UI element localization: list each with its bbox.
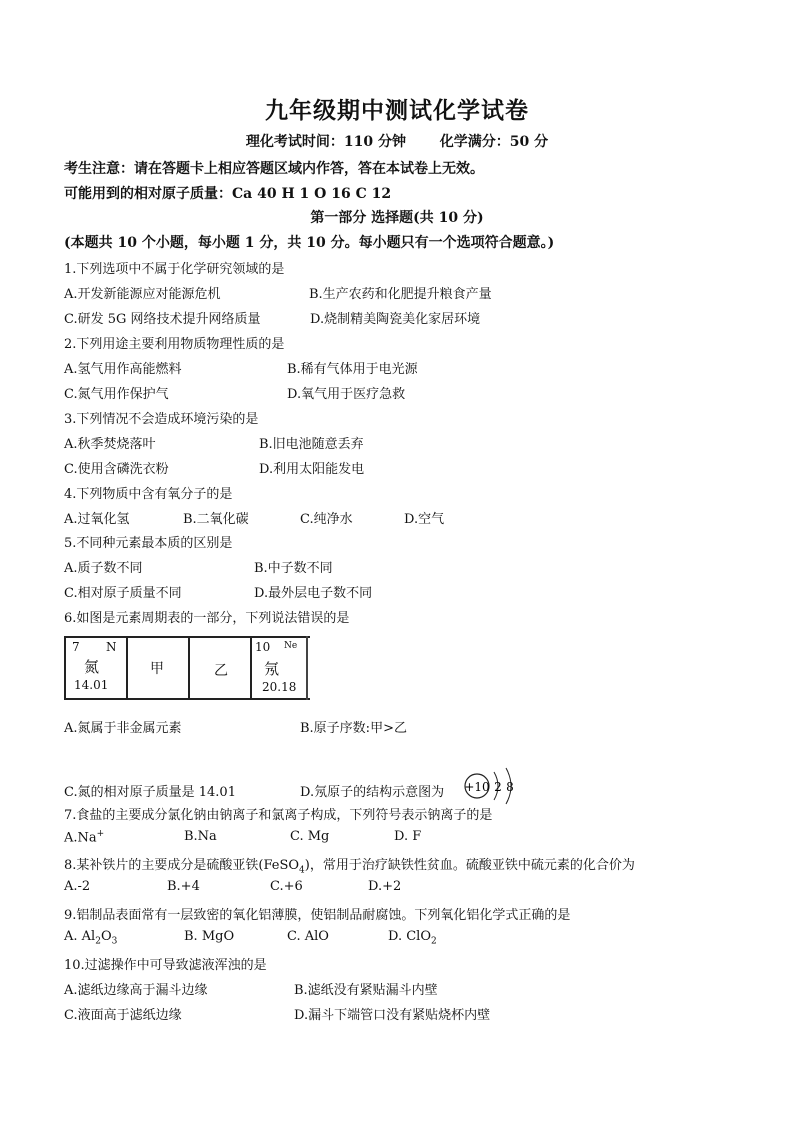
q7-option-d: D. F bbox=[394, 829, 422, 844]
n-name: 氮 bbox=[84, 658, 100, 676]
q2-option-a: A.氢气用作高能燃料 bbox=[64, 362, 182, 377]
section-instruction: (本题共 10 个小题，每小题 1 分，共 10 分。每小题只有一个选项符合题意。) bbox=[64, 235, 555, 251]
q10-option-c: C.液面高于滤纸边缘 bbox=[64, 1008, 182, 1023]
q6-option-b: B.原子序数:甲>乙 bbox=[300, 721, 407, 736]
score-info: 化学满分：50 分 bbox=[439, 134, 549, 150]
q10-stem: 10.过滤操作中可导致滤液浑浊的是 bbox=[64, 958, 267, 973]
q6-stem: 6.如图是元素周期表的一部分，下列说法错误的是 bbox=[64, 611, 350, 626]
q9-option-d: D. ClO$_2$ bbox=[388, 929, 437, 947]
ne-name: 氖 bbox=[264, 660, 280, 678]
q6-option-c: C.氮的相对原子质量是 14.01 bbox=[64, 785, 236, 800]
neon-cell bbox=[252, 638, 310, 698]
q9-option-a: A. $Al_2O_3$ bbox=[64, 929, 118, 947]
q7-option-b: B.Na bbox=[184, 829, 217, 844]
q8-option-b: B.+4 bbox=[167, 879, 200, 894]
q3-option-d: D.利用太阳能发电 bbox=[259, 462, 365, 477]
exam-subtitle bbox=[0, 131, 794, 151]
q5-stem: 5.不同种元素最本质的区别是 bbox=[64, 536, 233, 551]
q7-option-c: C. Mg bbox=[290, 829, 330, 844]
exam-title: 九年级期中测试化学试卷 bbox=[265, 97, 529, 124]
q8-stem: 8.某补铁片的主要成分是硫酸亚铁(FeSO$_4$)，常用于治疗缺铁性贫血。硫酸亚铁中硫元素的化合价为 bbox=[64, 858, 635, 876]
q1-option-c: C.研发 5G 网络技术提升网络质量 bbox=[64, 312, 261, 327]
q6-option-d: D.氖原子的结构示意图为 bbox=[300, 785, 445, 800]
yi-cell bbox=[190, 638, 252, 698]
q5-option-c: C.相对原子质量不同 bbox=[64, 586, 182, 601]
q3-option-b: B.旧电池随意丢弃 bbox=[259, 437, 364, 452]
table-edge bbox=[306, 636, 314, 700]
ne-atomic-number: 10 bbox=[255, 640, 271, 654]
neon-atom-structure-diagram bbox=[462, 766, 522, 806]
q2-option-b: B.稀有气体用于电光源 bbox=[287, 362, 418, 377]
ne-mass: 20.18 bbox=[262, 680, 297, 694]
q10-option-d: D.漏斗下端管口没有紧贴烧杯内壁 bbox=[294, 1008, 491, 1023]
q8-option-c: C.+6 bbox=[270, 879, 303, 894]
q9-option-c: C. AlO bbox=[287, 929, 329, 944]
q3-stem: 3.下列情况不会造成环境污染的是 bbox=[64, 412, 259, 427]
notice: 考生注意：请在答题卡上相应答题区域内作答，答在本试卷上无效。 bbox=[64, 161, 484, 177]
n-atomic-number: 7 bbox=[72, 640, 80, 654]
ne-symbol: Ne bbox=[284, 641, 298, 651]
periodic-table-fragment bbox=[64, 636, 310, 700]
n-mass: 14.01 bbox=[74, 678, 109, 692]
q8-option-a: A.-2 bbox=[64, 879, 91, 894]
q4-option-b: B.二氧化碳 bbox=[183, 512, 249, 527]
q1-option-a: A.开发新能源应对能源危机 bbox=[64, 287, 221, 302]
time-info: 理化考试时间：110 分钟 bbox=[245, 134, 406, 150]
q7-option-a: A.Na+ bbox=[64, 829, 105, 846]
q2-stem: 2.下列用途主要利用物质物理性质的是 bbox=[64, 337, 285, 352]
q2-option-c: C.氮气用作保护气 bbox=[64, 387, 169, 402]
q4-stem: 4.下列物质中含有氧分子的是 bbox=[64, 487, 233, 502]
q5-option-d: D.最外层电子数不同 bbox=[254, 586, 373, 601]
q5-option-a: A.质子数不同 bbox=[64, 561, 143, 576]
nitrogen-cell bbox=[66, 638, 128, 698]
q2-option-d: D.氧气用于医疗急救 bbox=[287, 387, 406, 402]
q5-option-b: B.中子数不同 bbox=[254, 561, 333, 576]
q4-option-d: D.空气 bbox=[404, 512, 445, 527]
yi-label: 乙 bbox=[214, 663, 228, 679]
atomic-mass-line: 可能用到的相对原子质量：Ca 40 H 1 O 16 C 12 bbox=[64, 186, 392, 202]
q8-option-d: D.+2 bbox=[368, 879, 402, 894]
q7-stem: 7.食盐的主要成分氯化钠由钠离子和氯离子构成，下列符号表示钠离子的是 bbox=[64, 808, 493, 823]
jia-label: 甲 bbox=[150, 661, 164, 677]
nucleus-charge: +10 bbox=[464, 780, 490, 794]
section-title: 第一部分 选择题(共 10 分) bbox=[310, 210, 484, 226]
q10-option-a: A.滤纸边缘高于漏斗边缘 bbox=[64, 983, 208, 998]
q10-option-b: B.滤纸没有紧贴漏斗内壁 bbox=[294, 983, 438, 998]
q6-option-a: A.氮属于非金属元素 bbox=[64, 721, 182, 736]
q4-option-a: A.过氧化氢 bbox=[64, 512, 130, 527]
q4-option-c: C.纯净水 bbox=[300, 512, 353, 527]
n-symbol: N bbox=[106, 640, 117, 654]
q3-option-c: C.使用含磷洗衣粉 bbox=[64, 462, 169, 477]
q3-option-a: A.秋季焚烧落叶 bbox=[64, 437, 156, 452]
q1-option-b: B.生产农药和化肥提升粮食产量 bbox=[309, 287, 492, 302]
q9-stem: 9.铝制品表面常有一层致密的氧化铝薄膜，使铝制品耐腐蚀。下列氧化铝化学式正确的是 bbox=[64, 908, 571, 923]
q1-stem: 1.下列选项中不属于化学研究领域的是 bbox=[64, 262, 285, 277]
q9-option-b: B. MgO bbox=[184, 929, 235, 944]
shell2-electrons: 8 bbox=[506, 780, 514, 794]
shell1-electrons: 2 bbox=[494, 780, 502, 794]
q1-option-d: D.烧制精美陶瓷美化家居环境 bbox=[310, 312, 481, 327]
jia-cell bbox=[128, 638, 190, 698]
